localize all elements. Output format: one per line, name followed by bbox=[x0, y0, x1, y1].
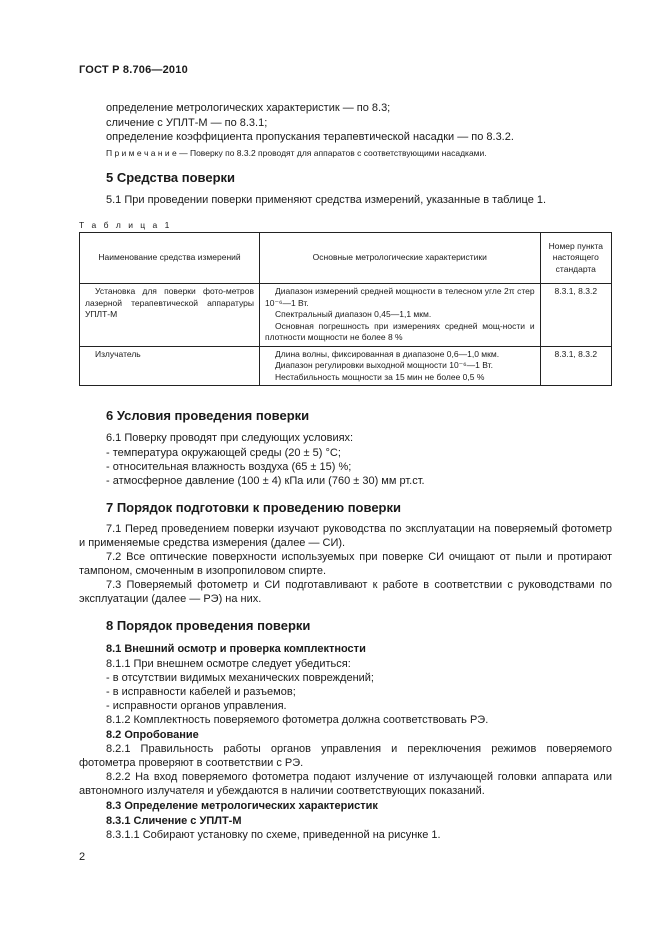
table-cell-line: Диапазон измерений средней мощности в телесном угле 2π стер 10⁻⁶—1 Вт. bbox=[265, 286, 535, 308]
subsection-8-3-1: 8.3.1 Сличение с УПЛТ-М bbox=[106, 815, 242, 827]
section-6-heading: 6 Условия проведения поверки bbox=[106, 408, 310, 423]
paragraph-8-1-1: 8.1.1 При внешнем осмотре следует убедиться: bbox=[106, 658, 351, 670]
paragraph-5-1: 5.1 При проведении поверки применяют средства измерений, указанные в таблице 1. bbox=[106, 194, 547, 206]
table-row bbox=[80, 346, 612, 386]
list-item: определение метрологических характеристик — по 8.3; bbox=[106, 102, 391, 114]
table-cell-line: Основная погрешность при измерениях средней мощ-ности и плотности мощности не более 8 % bbox=[265, 320, 535, 342]
section-7-heading: 7 Порядок подготовки к проведению поверки bbox=[106, 500, 401, 515]
table-cell-line: Диапазон регулировки выходной мощности 10⁻⁶—1 Вт. bbox=[275, 360, 493, 370]
table-cell-line: Длина волны, фиксированная в диапазоне 0,6—1,0 мкм. bbox=[275, 348, 500, 359]
list-item: - относительная влажность воздуха (65 ± 15) %; bbox=[106, 461, 352, 473]
paragraph-7-2: 7.2 Все оптические поверхности используемых при поверке СИ очищают от пыли и протирают тампоном, смоченным в изопропиловом спирте. bbox=[79, 551, 612, 577]
table-row bbox=[80, 284, 612, 347]
paragraph-7-3: 7.3 Поверяемый фотометр и СИ подготавливают к работе в соответствии с руководствами по эксплуатации (далее — РЭ) на них. bbox=[79, 579, 612, 605]
table-header-cell: Номер пункта настоящего стандарта bbox=[540, 233, 611, 284]
paragraph-8-2-2: 8.2.2 На вход поверяемого фотометра подают излучение от излучающей головки аппарата или автономного излучателя и убеждаются в наличии соответствующих показаний. bbox=[79, 771, 612, 797]
table-cell bbox=[260, 284, 541, 347]
list-item: - температура окружающей среды (20 ± 5) °С; bbox=[106, 447, 341, 459]
table-cell: Излучатель bbox=[80, 346, 260, 386]
table-cell: Установка для поверки фото-метров лазерной терапевтической аппаратуры УПЛТ-М bbox=[80, 284, 260, 347]
table-cell-line: Спектральный диапазон 0,45—1,1 мкм. bbox=[275, 309, 432, 319]
table-1 bbox=[79, 232, 612, 386]
table-cell: 8.3.1, 8.3.2 bbox=[540, 346, 611, 386]
subsection-8-1: 8.1 Внешний осмотр и проверка комплектности bbox=[106, 643, 366, 655]
table-cell bbox=[260, 346, 541, 386]
list-item: - атмосферное давление (100 ± 4) кПа или (760 ± 30) мм рт.ст. bbox=[106, 475, 425, 487]
list-item: определение коэффициента пропускания терапевтической насадки — по 8.3.2. bbox=[106, 131, 514, 143]
page-number: 2 bbox=[79, 851, 86, 863]
note: П р и м е ч а н и е — Поверку по 8.3.2 проводят для аппаратов с соответствующими насадками. bbox=[106, 148, 487, 158]
subsection-8-3: 8.3 Определение метрологических характеристик bbox=[106, 800, 378, 812]
list-item: - исправности органов управления. bbox=[106, 700, 287, 712]
list-item: сличение с УПЛТ-М — по 8.3.1; bbox=[106, 117, 268, 129]
table-label: Т а б л и ц а 1 bbox=[79, 220, 172, 230]
table-header-cell: Наименование средства измерений bbox=[80, 233, 260, 284]
table-cell-line: Нестабильность мощности за 15 мин не более 0,5 % bbox=[275, 371, 485, 382]
table-header-cell: Основные метрологические характеристики bbox=[260, 233, 541, 284]
paragraph-6-1: 6.1 Поверку проводят при следующих условиях: bbox=[106, 432, 354, 444]
list-item: - в исправности кабелей и разъемов; bbox=[106, 686, 296, 698]
paragraph-7-1: 7.1 Перед проведением поверки изучают руководства по эксплуатации на поверяемый фотометр и применяемые средства измерения (далее — СИ). bbox=[79, 523, 612, 549]
section-8-heading: 8 Порядок проведения поверки bbox=[106, 618, 311, 633]
table-cell: 8.3.1, 8.3.2 bbox=[540, 284, 611, 347]
paragraph-8-2-1: 8.2.1 Правильность работы органов управления и переключения режимов поверяемого фотометра проверяют в соответствии с РЭ. bbox=[79, 743, 612, 769]
section-5-heading: 5 Средства поверки bbox=[106, 170, 236, 185]
list-item: - в отсутствии видимых механических повреждений; bbox=[106, 672, 374, 684]
paragraph-8-3-1-1: 8.3.1.1 Собирают установку по схеме, приведенной на рисунке 1. bbox=[106, 829, 441, 841]
subsection-8-2: 8.2 Опробование bbox=[106, 729, 199, 741]
paragraph-8-1-2: 8.1.2 Комплектность поверяемого фотометра должна соответствовать РЭ. bbox=[106, 714, 489, 726]
standard-header: ГОСТ Р 8.706—2010 bbox=[79, 64, 188, 76]
